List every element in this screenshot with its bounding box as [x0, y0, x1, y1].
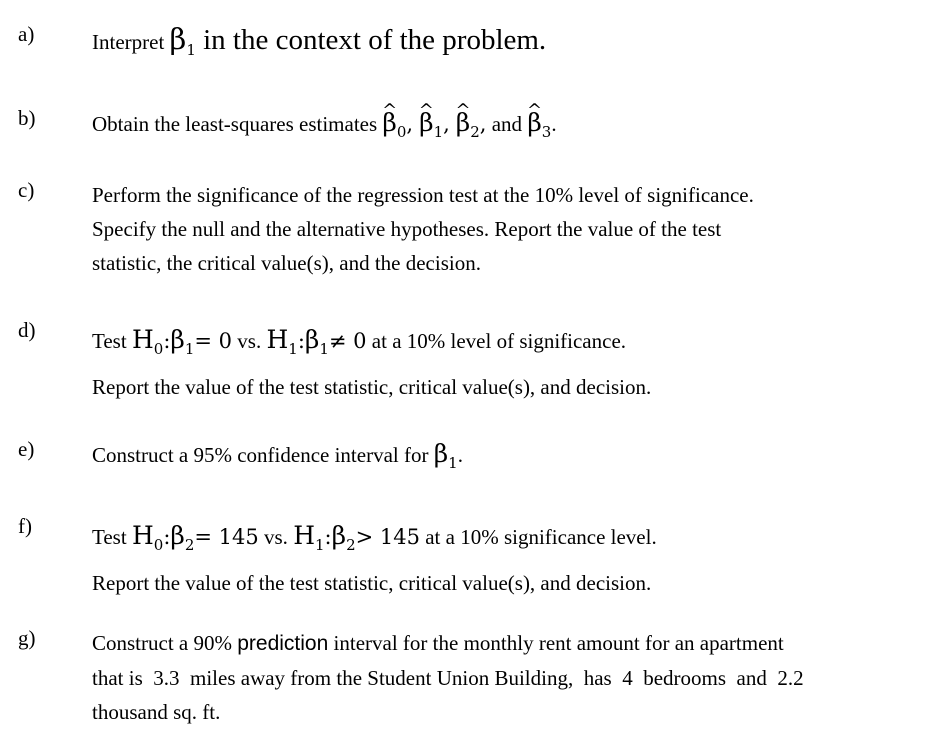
significance-text: at a 10% significance level. — [419, 525, 657, 549]
beta-hat-0: ^ β — [382, 106, 396, 140]
subscript: 2 — [184, 536, 195, 554]
question-a-prefix: Interpret — [92, 30, 170, 54]
question-text-g — [92, 626, 922, 729]
beta-hat-3: ^ β — [527, 106, 541, 140]
prediction-word: prediction — [237, 632, 329, 655]
beta-symbol: β — [433, 439, 449, 468]
question-g-line-2: that is 3.3 miles away from the Student Union Building, has 4 bedrooms and 2.2 — [92, 666, 804, 690]
question-c-line-2: Specify the null and the alternative hypotheses. Report the value of the test — [92, 217, 722, 241]
significance-text: at a 10% level of significance. — [366, 329, 627, 353]
question-g-line-3: thousand sq. ft. — [92, 700, 221, 724]
question-c-line-3: statistic, the critical value(s), and the decision. — [92, 251, 481, 275]
test-word: Test — [92, 329, 132, 353]
subscript: 3 — [541, 123, 552, 141]
hypothesis-line — [92, 514, 922, 561]
beta-symbol: β — [169, 22, 187, 56]
question-text-c — [92, 178, 922, 280]
colon: : — [163, 525, 171, 549]
colon: : — [163, 329, 171, 353]
comma: , — [406, 112, 414, 136]
subscript: 1 — [315, 536, 325, 554]
question-label-a: a) — [18, 22, 35, 46]
question-label-b: b) — [18, 106, 36, 130]
question-label-f: f) — [18, 514, 32, 538]
period: . — [457, 443, 463, 467]
subscript: 1 — [448, 454, 458, 472]
question-g-text-a: Construct a 90% — [92, 631, 238, 655]
subscript: 0 — [153, 536, 164, 554]
subscript: 1 — [186, 41, 196, 59]
question-d-line-2: Report the value of the test statistic, critical value(s), and decision. — [92, 375, 652, 399]
alt-hypothesis-symbol: H — [266, 325, 289, 354]
question-c-line-1: Perform the significance of the regression test at the 10% level of significance. — [92, 183, 754, 207]
comma: , — [443, 112, 450, 136]
colon: : — [324, 525, 332, 549]
beta-hat-2: ^ β — [456, 106, 470, 140]
question-f-line-2: Report the value of the test statistic, critical value(s), and decision. — [92, 571, 652, 595]
subscript: 1 — [433, 123, 444, 141]
question-text-f — [92, 514, 922, 605]
alt-value: > 145 — [355, 525, 420, 549]
question-text-e — [92, 437, 922, 474]
subscript: 2 — [470, 123, 480, 141]
subscript: 2 — [346, 536, 356, 554]
comma: , — [479, 112, 487, 136]
question-g-line-1 — [92, 626, 922, 661]
vs-word: vs. — [258, 525, 294, 549]
alt-value: ≠ 0 — [328, 329, 367, 353]
question-text-d — [92, 318, 922, 409]
colon: : — [297, 329, 305, 353]
question-e-text: Construct a 95% confidence interval for — [92, 443, 434, 467]
subscript: 1 — [319, 340, 329, 358]
and-word: and — [486, 112, 528, 136]
beta-symbol: β — [170, 325, 185, 354]
question-b-prefix: Obtain the least-squares estimates — [92, 112, 383, 136]
beta-hat-1: ^ β — [419, 106, 433, 140]
question-text-b — [92, 106, 922, 143]
subscript: 0 — [153, 340, 164, 358]
question-text-a — [92, 22, 922, 61]
subscript: 1 — [184, 340, 195, 358]
subscript: 0 — [396, 123, 407, 141]
null-value: = 0 — [194, 329, 233, 353]
subscript: 1 — [288, 340, 298, 358]
beta-symbol: β — [304, 325, 320, 354]
null-hypothesis-symbol: H — [131, 325, 154, 354]
question-label-g: g) — [18, 626, 36, 650]
vs-word: vs. — [232, 329, 267, 353]
alt-hypothesis-symbol: H — [293, 521, 315, 550]
beta-symbol: β — [170, 521, 185, 550]
null-value: = 145 — [194, 525, 259, 549]
question-label-c: c) — [18, 178, 35, 202]
question-label-e: e) — [18, 437, 35, 461]
question-a-suffix: in the context of the problem. — [195, 24, 547, 56]
null-hypothesis-symbol: H — [131, 521, 154, 550]
question-g-text-c: interval for the monthly rent amount for an apartment — [328, 631, 784, 655]
period: . — [551, 112, 557, 136]
test-word: Test — [92, 525, 132, 549]
beta-symbol: β — [331, 521, 347, 550]
hypothesis-line — [92, 318, 922, 365]
question-label-d: d) — [18, 318, 36, 342]
